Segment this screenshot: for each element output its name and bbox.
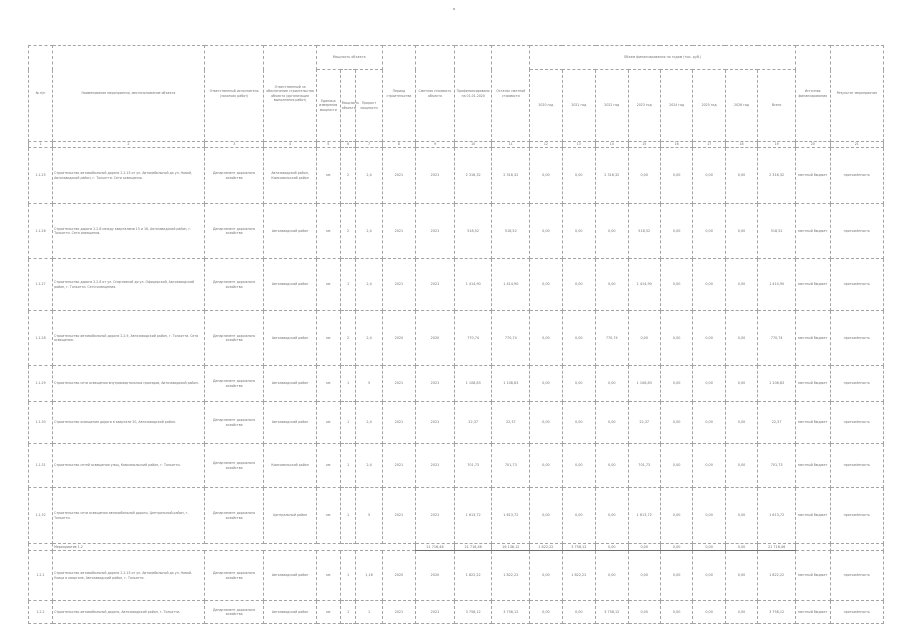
table-row: 1.1.32 Строительство сети освещения автомобильной дороги, Центральный район, г. Тольятти. Департамент дорожного хозяйства Центральный район км 1 5 2021 2021 1 613,72 1 613,72 0,00 0,00 0,00 1 613,72 0,00 0,00 0,00 1 613,72 местный бюджет протяжённость — [29, 488, 884, 544]
col-header-capacity-unit: Единица измерения мощности — [316, 70, 340, 142]
col-header-remaining: Остаток сметной стоимости — [492, 46, 530, 142]
col-header-total: Всего — [758, 70, 796, 142]
col-header-group-years: Объем финансирования по годам (тыс. руб.) — [530, 46, 796, 70]
col-header-year-2: 2021 год — [562, 70, 595, 142]
section-title: Мероприятие 1.2 — [53, 544, 416, 551]
col-header-cost: Сметная стоимость объекта — [416, 46, 455, 142]
col-header-customer: Ответственный исполнитель (заказчик работ) — [204, 46, 264, 142]
col-header-year-7: 2026 год — [725, 70, 757, 142]
col-header-year-5: 2024 год — [660, 70, 692, 142]
table-row: 1.2.2 Строительство автомобильной дороги, Автозаводский район, г. Тольятти. Департамент дорожного хозяйства Автозаводский район км 1 1 2021 2021 3 758,12 3 758,12 0,00 0,00 3 758,12 0,00 0,00 0,00 0,00 3 758,12 местный бюджет протяжённость — [29, 601, 884, 624]
header-row-1 — [29, 46, 884, 70]
col-header-num: № п/п — [29, 46, 53, 142]
table-row: 1.1.26 Строительство дороги 2.2.8 между кварталами 15 и 16, Автозаводский район, г. Тольятти. Сети освещения. Департамент дорожного хозяйства Автозаводский район км 2 2,4 2021 2021 518,52 518,52 0,00 0,00 0,00 518,52 0,00 0,00 0,00 518,52 местный бюджет протяжённость — [29, 204, 884, 259]
col-header-financed: Профинансировано на 01.01.2020 — [454, 46, 492, 142]
col-header-year-1: 2020 год — [530, 70, 562, 142]
col-header-name: Наименование мероприятия, местоположение объекта — [53, 46, 205, 142]
col-header-year-4: 2023 год — [628, 70, 660, 142]
table-row: 1.1.29 Строительство сети освещения внутриквартальных проездов, Автозаводский район. Департамент дорожного хозяйства Автозаводский район км 1 5 2021 2021 1 108,83 1 108,83 0,00 0,00 0,00 1 108,83 0,00 0,00 0,00 1 108,83 местный бюджет протяжённость — [29, 366, 884, 402]
col-header-year-3: 2022 год — [596, 70, 628, 142]
table-row: 1.1.27 Строительство дороги 2.2.6 от ул. Спортивной до ул. Офицерской, Автозаводский район, г. Тольятти. Сети освещения. Департамент дорожного хозяйства Автозаводский район км 1 2,4 2021 2021 1 414,90 1 414,90 0,00 0,00 0,00 1 414,90 0,00 0,00 0,00 1 414,90 местный бюджет протяжённость — [29, 259, 884, 311]
section-total-row: Мероприятие 1.2 21 716,46 21 716,46 16 136,12 1 822,22 3 758,12 0,00 0,00 0,00 0,00 0,00 21 716,46 — [29, 544, 884, 551]
column-index-row: 1 2 3 4 5 6 7 8 9 10 11 12 13 14 15 16 17 18 19 20 21 — [29, 142, 884, 148]
page-marker — [453, 8, 455, 10]
col-header-group-capacity: Мощность объекта — [316, 46, 382, 70]
program-table — [28, 45, 884, 624]
table-row: 1.1.28 Строительство автомобильной дороги 2.2.9, Автозаводский район, г. Тольятти. Сети освещения. Департамент дорожного хозяйства Автозаводский район км 2 2,4 2020 2020 770,74 770,74 0,00 0,00 770,74 0,00 0,00 0,00 0,00 770,74 местный бюджет протяжённость — [29, 311, 884, 366]
col-header-capacity-value: Мощность объекта — [340, 70, 356, 142]
col-header-capacity-increase: Прирост мощности — [356, 70, 382, 142]
col-header-source: Источник финансирования — [796, 46, 831, 142]
table-row: 1.1.31 Строительство сетей освещения улиц, Комсомольский район, г. Тольятти. Департамент дорожного хозяйства Комсомольский район км 1 2,4 2021 2021 701,73 701,73 0,00 0,00 0,00 701,73 0,00 0,00 0,00 701,73 местный бюджет протяжённость — [29, 444, 884, 488]
table-row: 1.1.25 Строительство автомобильной дороги 2.2.15 от ул. Автомобильной до ул. Новой, Автозаводский район, г. Тольятти. Сети освещения. Департамент дорожного хозяйства Автозаводский район, Комсомольский район км 2 2,4 2021 2021 2 316,32 2 316,32 0,00 0,00 2 316,32 0,00 0,00 0,00 0,00 2 316,32 местный бюджет протяжённость — [29, 148, 884, 204]
col-header-result: Результат мероприятия — [830, 46, 883, 142]
table-row: 1.2.1 Строительство автомобильной дороги 2.2.15 от ул. Автомобильной до ул. Новой. Улица в квартале, Автозаводский район, г. Тольятти. Департамент дорожного хозяйства Автозаводский район км 1 1,16 2020 2020 1 822,22 1 822,22 0,00 1 822,22 0,00 0,00 0,00 0,00 0,00 1 822,22 местный бюджет протяжённость — [29, 551, 884, 601]
col-header-year-6: 2025 год — [693, 70, 725, 142]
col-header-executor: Ответственный за обеспечение строительства объекта (организация выполнения работ) — [264, 46, 316, 142]
table-row: 1.1.30 Строительство освещения дороги в квартале 20, Автозаводский район. Департамент дорожного хозяйства Автозаводский район км 1 2,4 2021 2021 22,37 22,37 0,00 0,00 0,00 22,37 0,00 0,00 0,00 22,37 местный бюджет протяжённость — [29, 402, 884, 444]
col-header-period: Период строительства — [382, 46, 415, 142]
